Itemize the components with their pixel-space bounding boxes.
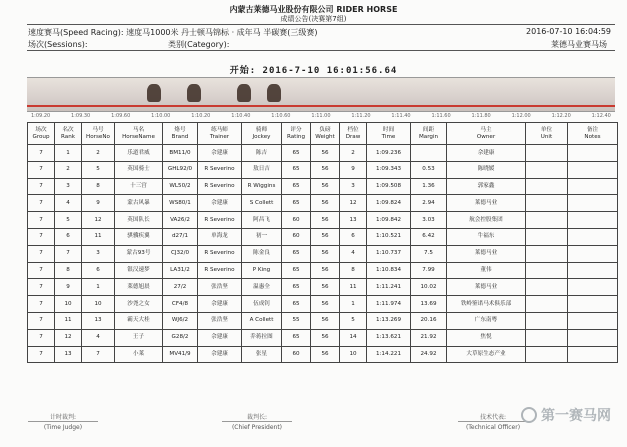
column-header: 备注 Notes <box>568 123 618 145</box>
table-cell: R Severino <box>198 262 242 279</box>
table-cell <box>526 161 568 178</box>
table-cell: 13 <box>55 346 82 363</box>
time-tick: 1:11.00 <box>311 113 331 119</box>
table-cell: 1 <box>55 145 82 162</box>
table-cell: 5 <box>55 212 82 229</box>
divider <box>27 50 615 51</box>
table-cell: 7 <box>28 195 55 212</box>
table-cell: 莱德旭晨 <box>115 279 163 296</box>
column-header: 场次 Group <box>28 123 55 145</box>
table-cell: 伍成钊 <box>242 296 282 313</box>
table-cell: 陈晓媛 <box>447 161 526 178</box>
watermark <box>521 405 611 425</box>
table-cell: 蒙古93号 <box>115 245 163 262</box>
table-cell <box>568 145 618 162</box>
table-cell: 莱德马业 <box>447 245 526 262</box>
table-cell: 2 <box>55 161 82 178</box>
table-cell: 霸天大桂 <box>115 312 163 329</box>
table-cell <box>526 346 568 363</box>
table-cell: 7 <box>28 228 55 245</box>
table-cell: 60 <box>282 228 311 245</box>
table-cell: 12 <box>340 195 367 212</box>
table-cell: 佘建康 <box>198 145 242 162</box>
table-cell: 佘建康 <box>198 329 242 346</box>
table-cell <box>526 296 568 313</box>
table-row <box>28 329 618 346</box>
table-cell: 7 <box>28 279 55 296</box>
column-header: 时间 Time <box>367 123 411 145</box>
table-cell: 陈吉 <box>242 145 282 162</box>
time-tick: 1:10.20 <box>191 113 211 119</box>
table-cell: 3.03 <box>411 212 447 229</box>
table-cell: 英国队长 <box>115 212 163 229</box>
time-tick: 1:11.20 <box>351 113 371 119</box>
table-cell <box>568 178 618 195</box>
table-cell: MV41/9 <box>163 346 198 363</box>
table-cell: 65 <box>282 178 311 195</box>
table-cell: 1:09.842 <box>367 212 411 229</box>
table-cell: 佘建康 <box>198 346 242 363</box>
table-cell: 3 <box>340 178 367 195</box>
table-cell: 14 <box>340 329 367 346</box>
table-cell: 24.92 <box>411 346 447 363</box>
table-cell: 21.92 <box>411 329 447 346</box>
table-cell: 10.02 <box>411 279 447 296</box>
table-cell: 4 <box>340 245 367 262</box>
rail <box>27 105 615 107</box>
table-cell: 1:10.737 <box>367 245 411 262</box>
time-tick: 1:11.80 <box>471 113 491 119</box>
table-cell: 沙尧之女 <box>115 296 163 313</box>
print-datetime: 2016-07-10 16:04:59 <box>526 27 611 36</box>
chief-label-en: (Chief President) <box>231 424 283 431</box>
table-cell <box>526 178 568 195</box>
table-cell <box>526 329 568 346</box>
table-cell: 56 <box>311 228 340 245</box>
table-cell: 广东南粤 <box>447 312 526 329</box>
column-header: 马号 HorseNo <box>82 123 115 145</box>
time-tick: 1:12.00 <box>511 113 531 119</box>
table-cell <box>526 245 568 262</box>
table-cell: 13.69 <box>411 296 447 313</box>
table-cell: S Collett <box>242 195 282 212</box>
table-cell: 1:13.269 <box>367 312 411 329</box>
table-cell: 1 <box>82 279 115 296</box>
table-cell <box>568 312 618 329</box>
table-cell: 小莱 <box>115 346 163 363</box>
table-cell: 4 <box>82 329 115 346</box>
table-cell <box>526 228 568 245</box>
table-cell: 8 <box>340 262 367 279</box>
table-cell: 敖日吉 <box>242 161 282 178</box>
table-cell: 郭家鑫 <box>447 178 526 195</box>
table-row <box>28 195 618 212</box>
table-cell: 焦悦 <box>447 329 526 346</box>
table-cell: CF4/8 <box>163 296 198 313</box>
table-cell <box>526 145 568 162</box>
table-row <box>28 161 618 178</box>
table-cell <box>568 245 618 262</box>
time-judge-label: 计时裁判: <box>49 414 77 421</box>
table-cell: 7.99 <box>411 262 447 279</box>
table-cell <box>526 279 568 296</box>
table-cell: 65 <box>282 145 311 162</box>
table-cell: 11 <box>55 312 82 329</box>
table-cell: 1:11.241 <box>367 279 411 296</box>
table-cell: 56 <box>311 346 340 363</box>
race-title: 速度赛马(Speed Racing): 速度马1000米 丹士顿马锦标 · 成年马 半碳赛(三级赛) <box>28 28 318 37</box>
table-cell: 银汉速梦 <box>115 262 163 279</box>
table-cell: 1:14.221 <box>367 346 411 363</box>
table-row <box>28 296 618 313</box>
venue-name: 莱德马业赛马场 <box>551 40 607 49</box>
table-row <box>28 312 618 329</box>
table-cell <box>568 212 618 229</box>
table-cell: 铁岭鉴诺马术俱乐部 <box>447 296 526 313</box>
table-cell: 1:11.974 <box>367 296 411 313</box>
table-cell: 65 <box>282 296 311 313</box>
table-cell: 1:10.834 <box>367 262 411 279</box>
table-cell: 56 <box>311 312 340 329</box>
tech-officer-signature <box>458 412 528 431</box>
table-cell <box>568 279 618 296</box>
column-header: 负磅 Weight <box>311 123 340 145</box>
table-cell: 7 <box>28 296 55 313</box>
table-cell: 56 <box>311 178 340 195</box>
table-cell <box>526 212 568 229</box>
time-judge-signature <box>28 412 98 431</box>
table-cell: P King <box>242 262 282 279</box>
table-cell: 7 <box>28 145 55 162</box>
table-cell: 牛福东 <box>447 228 526 245</box>
table-cell: 1:09.236 <box>367 145 411 162</box>
table-cell <box>568 346 618 363</box>
table-cell: 11 <box>82 228 115 245</box>
table-header-row <box>28 123 618 145</box>
divider <box>27 24 615 25</box>
table-cell: R Wiggins <box>242 178 282 195</box>
table-cell: 10 <box>82 296 115 313</box>
table-cell: 骐骥疾翼 <box>115 228 163 245</box>
table-cell: 12 <box>55 329 82 346</box>
table-cell: 7 <box>28 212 55 229</box>
table-cell: 1:09.824 <box>367 195 411 212</box>
table-cell: 7 <box>28 178 55 195</box>
chief-signature <box>222 412 292 431</box>
table-cell: 7 <box>55 245 82 262</box>
table-cell: 阿昌飞 <box>242 212 282 229</box>
table-cell: 10 <box>340 346 367 363</box>
table-cell: 6 <box>55 228 82 245</box>
table-cell: 莱德马业 <box>447 195 526 212</box>
table-cell: 0.53 <box>411 161 447 178</box>
table-cell: 十三宫 <box>115 178 163 195</box>
table-cell: 56 <box>311 212 340 229</box>
table-cell: 56 <box>311 245 340 262</box>
table-cell: 温惠全 <box>242 279 282 296</box>
table-cell: 佘建康 <box>447 145 526 162</box>
table-cell: 单海龙 <box>198 228 242 245</box>
category-label: 类别(Category): <box>168 40 230 49</box>
table-cell: 7 <box>28 161 55 178</box>
table-cell: 60 <box>282 346 311 363</box>
table-cell: 56 <box>311 195 340 212</box>
table-cell: 佘建康 <box>198 296 242 313</box>
table-cell: 65 <box>282 329 311 346</box>
table-cell <box>568 228 618 245</box>
table-cell: 4 <box>55 195 82 212</box>
watermark-text: 第一赛马网 <box>541 408 611 424</box>
table-cell: LA31/2 <box>163 262 198 279</box>
table-cell: 9 <box>55 279 82 296</box>
table-row <box>28 212 618 229</box>
table-cell: 27/2 <box>163 279 198 296</box>
table-cell: 英国骑士 <box>115 161 163 178</box>
table-cell <box>568 296 618 313</box>
table-cell: 5 <box>340 312 367 329</box>
time-tick: 1:12.20 <box>551 113 571 119</box>
table-cell <box>568 329 618 346</box>
chief-label: 裁判长: <box>246 414 268 421</box>
time-tick: 1:10.60 <box>271 113 291 119</box>
table-cell: 董伟 <box>447 262 526 279</box>
table-cell: 乔蒋拉图 <box>242 329 282 346</box>
horse-silhouette <box>187 84 201 102</box>
table-row <box>28 145 618 162</box>
table-cell: 56 <box>311 262 340 279</box>
table-cell <box>526 262 568 279</box>
table-cell: 张浩坚 <box>198 312 242 329</box>
table-cell: 1:09.343 <box>367 161 411 178</box>
table-cell: 8 <box>82 178 115 195</box>
table-cell: 1:10.521 <box>367 228 411 245</box>
sessions-label: 场次(Sessions): <box>28 40 88 49</box>
table-cell: 1:09.508 <box>367 178 411 195</box>
table-cell: WJ6/2 <box>163 312 198 329</box>
table-cell <box>568 195 618 212</box>
table-cell <box>568 161 618 178</box>
table-cell: 13 <box>340 212 367 229</box>
time-tick: 1:10.40 <box>231 113 251 119</box>
table-row <box>28 178 618 195</box>
table-cell: 7 <box>82 346 115 363</box>
watermark-logo-icon <box>521 407 537 423</box>
table-cell: 65 <box>282 279 311 296</box>
table-cell: 56 <box>311 145 340 162</box>
table-cell: 9 <box>340 161 367 178</box>
table-cell: 10 <box>55 296 82 313</box>
table-cell: 蒙古风暴 <box>115 195 163 212</box>
table-cell: R Severino <box>198 161 242 178</box>
table-cell: 56 <box>311 161 340 178</box>
time-judge-label-en: (Time Judge) <box>43 424 83 431</box>
time-tick: 1:09.30 <box>71 113 91 119</box>
start-time: 开始: 2016-7-10 16:01:56.64 <box>229 66 398 76</box>
column-header: 马主 Owner <box>447 123 526 145</box>
table-cell: CJ32/0 <box>163 245 198 262</box>
photo-time-ticks <box>27 113 615 119</box>
table-cell: 7 <box>28 312 55 329</box>
table-cell <box>526 312 568 329</box>
table-cell: 3 <box>55 178 82 195</box>
table-cell: 2.94 <box>411 195 447 212</box>
notice-title: 成绩公告(决赛第7组) <box>280 15 347 23</box>
table-cell <box>568 262 618 279</box>
time-tick: 1:12.40 <box>591 113 611 119</box>
table-cell: G28/2 <box>163 329 198 346</box>
horse-silhouette <box>267 84 281 102</box>
table-cell: 65 <box>282 262 311 279</box>
table-cell: 5 <box>82 161 115 178</box>
table-cell <box>411 145 447 162</box>
time-tick: 1:09.60 <box>111 113 131 119</box>
table-cell: d27/1 <box>163 228 198 245</box>
column-header: 档位 Draw <box>340 123 367 145</box>
table-cell: WS80/1 <box>163 195 198 212</box>
company-name: 内蒙古莱德马业股份有限公司 RIDER HORSE <box>229 5 398 14</box>
horse-silhouette <box>237 84 251 102</box>
table-row <box>28 262 618 279</box>
table-cell: 乐道君威 <box>115 145 163 162</box>
table-cell: BM11/0 <box>163 145 198 162</box>
table-cell: 13 <box>82 312 115 329</box>
table-cell: 55 <box>282 312 311 329</box>
table-cell: 20.16 <box>411 312 447 329</box>
time-tick: 1:11.40 <box>391 113 411 119</box>
table-cell: 8 <box>55 262 82 279</box>
table-row <box>28 279 618 296</box>
table-cell: 12 <box>82 212 115 229</box>
table-cell: 航会控股集团 <box>447 212 526 229</box>
table-cell: R Severino <box>198 212 242 229</box>
table-cell: 大草原生态产业 <box>447 346 526 363</box>
table-cell: 65 <box>282 161 311 178</box>
table-cell: 7 <box>28 262 55 279</box>
table-cell: 56 <box>311 296 340 313</box>
column-header: 骑师 Jockey <box>242 123 282 145</box>
column-header: 名次 Rank <box>55 123 82 145</box>
table-cell: GHL92/0 <box>163 161 198 178</box>
table-cell: 56 <box>311 279 340 296</box>
table-cell: 60 <box>282 212 311 229</box>
table-cell: 6.42 <box>411 228 447 245</box>
table-cell: 9 <box>82 195 115 212</box>
table-cell: 张浩坚 <box>198 279 242 296</box>
table-cell: A Collett <box>242 312 282 329</box>
table-cell: 65 <box>282 195 311 212</box>
table-cell: 1 <box>340 296 367 313</box>
results-table <box>27 122 618 363</box>
column-header: 评分 Rating <box>282 123 311 145</box>
column-header: 练马师 Trainer <box>198 123 242 145</box>
table-cell: 7 <box>28 346 55 363</box>
table-cell: 莱德马业 <box>447 279 526 296</box>
time-tick: 1:09.20 <box>31 113 51 119</box>
table-cell: 王子 <box>115 329 163 346</box>
time-tick: 1:10.00 <box>151 113 171 119</box>
table-cell: 65 <box>282 245 311 262</box>
table-cell: 6 <box>340 228 367 245</box>
column-header: 单位 Unit <box>526 123 568 145</box>
table-cell: 7.5 <box>411 245 447 262</box>
time-tick: 1:11.60 <box>431 113 451 119</box>
column-header: 间距 Margin <box>411 123 447 145</box>
table-cell: 陈金良 <box>242 245 282 262</box>
table-cell: 佘建康 <box>198 195 242 212</box>
table-cell: WL50/2 <box>163 178 198 195</box>
table-row <box>28 346 618 363</box>
photo-finish-image <box>27 77 615 112</box>
tech-label: 技术代表: <box>479 414 507 421</box>
table-cell: 7 <box>28 245 55 262</box>
table-cell: 1:13.621 <box>367 329 411 346</box>
table-cell: 3 <box>82 245 115 262</box>
horse-silhouette <box>147 84 161 102</box>
table-cell: 2 <box>82 145 115 162</box>
table-cell: 56 <box>311 329 340 346</box>
column-header: 马名 HorseName <box>115 123 163 145</box>
tech-label-en: (Technical Officer) <box>465 424 521 431</box>
table-cell <box>526 195 568 212</box>
table-cell: 11 <box>340 279 367 296</box>
table-cell: 2 <box>340 145 367 162</box>
column-header: 烙号 Brand <box>163 123 198 145</box>
table-cell: 7 <box>28 329 55 346</box>
table-cell: 初一 <box>242 228 282 245</box>
table-cell: R Severino <box>198 178 242 195</box>
table-cell: 张星 <box>242 346 282 363</box>
table-cell: 1.36 <box>411 178 447 195</box>
table-cell: VA26/2 <box>163 212 198 229</box>
table-cell: R Severino <box>198 245 242 262</box>
table-cell: 6 <box>82 262 115 279</box>
table-row <box>28 245 618 262</box>
table-row <box>28 228 618 245</box>
